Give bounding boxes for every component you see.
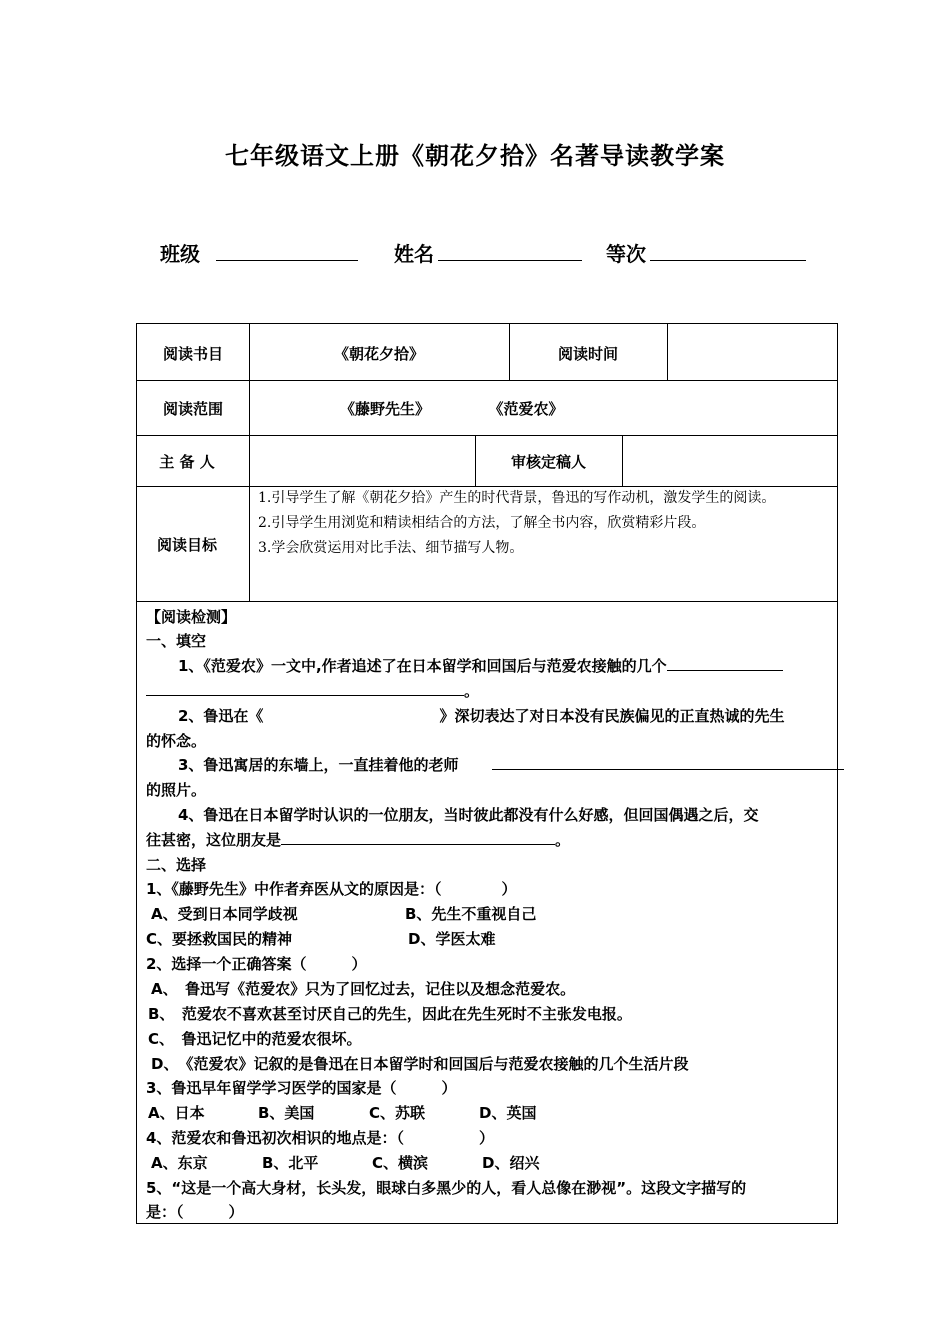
reviewer-label: 审核定稿人 [510,453,586,471]
name-field[interactable] [438,240,582,261]
choice-option[interactable]: B、美国 [258,1104,315,1122]
time-label: 阅读时间 [557,345,618,363]
choice-option[interactable]: D、绍兴 [482,1154,540,1172]
choice-option[interactable]: A、日本 [148,1104,205,1122]
book-value: 《朝花夕拾》 [333,345,424,363]
choice-option[interactable]: C、要拯救国民的精神 [146,930,293,948]
choice-option[interactable]: D、英国 [479,1104,537,1122]
fill-question-2-cont: 的怀念。 [146,732,207,750]
goal-item: 2.引导学生用浏览和精读相结合的方法，了解全书内容，欣赏精彩片段。 [258,515,706,531]
answer-blank[interactable] [667,655,783,671]
choice-option[interactable]: B、 范爱农不喜欢甚至讨厌自己的先生，因此在先生死时不主张发电报。 [148,1005,632,1023]
choice-option[interactable]: B、先生不重视自己 [405,905,537,923]
fill-question-1: 1、《范爱农》一文中,作者追述了在日本留学和回国后与范爱农接触的几个 [146,655,783,676]
preparer-label: 主 备 人 [159,453,215,471]
choice-option[interactable]: C、苏联 [369,1104,426,1122]
row-divider [137,601,837,602]
range-value-2: 《范爱农》 [488,400,564,418]
goals-list [258,486,833,561]
fill-question-3-cont: 的照片。 [146,781,207,799]
goal-item: 3.学会欣赏运用对比手法、细节描写人物。 [258,540,524,556]
choice-question-4: 4、范爱农和鲁迅初次相识的地点是：（ ） [146,1129,494,1147]
grade-field[interactable] [650,240,806,261]
grade-label: 等次 [606,242,646,266]
choice-question-5: 5、“这是一个高大身材，长头发，眼球白多黑少的人，看人总像在渺视”。这段文字描写的 [146,1179,747,1197]
choice-option[interactable]: C、横滨 [372,1154,429,1172]
fill-question-4-cont: 往甚密，这位朋友是 。 [146,831,571,849]
range-label: 阅读范围 [162,400,223,418]
answer-blank[interactable] [281,829,555,845]
goals-label: 阅读目标 [156,536,217,554]
goal-item: 1.引导学生了解《朝花夕拾》产生的时代背景，鲁迅的写作动机，激发学生的阅读。 [258,490,776,506]
book-label: 阅读书目 [162,345,223,363]
row-divider [137,435,837,436]
row-divider [137,380,837,381]
choice-option[interactable]: A、受到日本同学歧视 [151,905,298,923]
choice-option[interactable]: B、北平 [262,1154,319,1172]
choice-option[interactable]: A、 鲁迅写《范爱农》只为了回忆过去，记住以及想念范爱农。 [151,980,576,998]
range-value-1: 《藤野先生》 [339,400,430,418]
fill-question-4: 4、鲁迅在日本留学时认识的一位朋友，当时彼此都没有什么好感，但回国偶遇之后，交 [178,806,759,824]
choice-question-3: 3、鲁迅早年留学学习医学的国家是（ ） [146,1079,457,1097]
fill-question-1-cont: 。 [146,680,479,701]
choice-question-2: 2、选择一个正确答案（ ） [146,955,367,973]
answer-blank[interactable] [492,754,844,770]
choice-option[interactable]: A、东京 [151,1154,208,1172]
check-heading: 【阅读检测】 [146,608,237,626]
choice-option[interactable]: D、 《范爱农》记叙的是鲁迅在日本留学时和回国后与范爱农接触的几个生活片段 [151,1055,689,1073]
fill-question-2: 2、鲁迅在《 》深切表达了对日本没有民族偏见的正直热诚的先生 [178,707,785,725]
page-title: 七年级语文上册《朝花夕拾》名著导读教学案 [225,142,725,170]
column-divider [667,324,668,380]
class-field[interactable] [216,240,358,261]
column-divider [622,435,623,486]
class-label: 班级 [160,242,200,266]
section-fill-heading: 一、填空 [146,632,207,650]
answer-blank[interactable] [146,680,464,696]
section-choice-heading: 二、选择 [146,856,207,874]
choice-option[interactable]: D、学医太难 [408,930,496,948]
column-divider [249,324,250,601]
name-label: 姓名 [394,242,434,266]
choice-question-1: 1、《藤野先生》中作者弃医从文的原因是：（ ） [146,880,517,898]
choice-option[interactable]: C、 鲁迅记忆中的范爱农很坏。 [148,1030,362,1048]
choice-question-5-cont: 是：（ ） [146,1203,244,1221]
fill-question-3: 3、鲁迅寓居的东墙上，一直挂着他的老师 [146,754,844,775]
